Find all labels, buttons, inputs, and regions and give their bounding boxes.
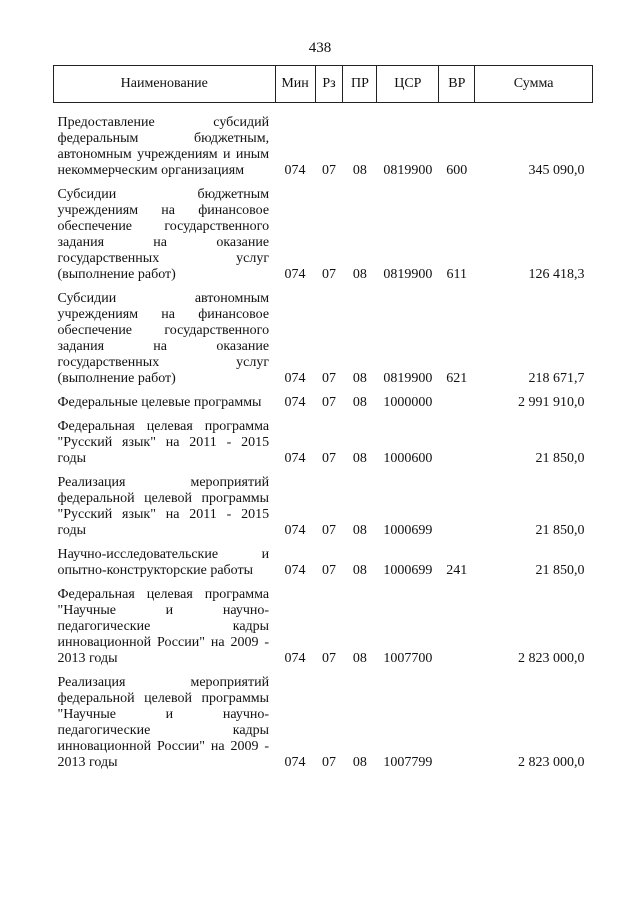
row-csr: 1000699	[383, 523, 433, 538]
row-name: Реализация мероприятий федеральной целевой программы "Научные и научно-педагогические кадры инновационной России" на 2009 - 2013 годы	[57, 675, 270, 770]
row-csr: 0819900	[383, 163, 433, 178]
row-csr: 1000000	[383, 395, 433, 410]
row-name: Федеральная целевая программа "Русский язык" на 2011 - 2015 годы	[57, 419, 270, 466]
row-pr: 08	[352, 651, 367, 666]
row-sum: 21 850,0	[535, 451, 585, 466]
budget-table	[53, 65, 593, 777]
header-pr: ПР	[343, 66, 377, 103]
row-min: 074	[284, 755, 306, 770]
table-row	[54, 473, 593, 545]
row-name: Федеральные целевые программы	[57, 395, 262, 410]
row-csr: 1000699	[383, 563, 433, 578]
row-pr: 08	[352, 523, 367, 538]
row-name: Федеральная целевая программа "Научные и научно-педагогические кадры инновационной России" на 2009 - 2013 годы	[57, 587, 270, 666]
table-row	[54, 585, 593, 673]
table-row	[54, 545, 593, 585]
row-name: Субсидии бюджетным учреждениям на финансовое обеспечение государственного задания на оказание государственных услуг (выполнение работ)	[57, 187, 270, 282]
table-row	[54, 393, 593, 417]
row-vr: 241	[446, 563, 468, 578]
row-pr: 08	[352, 451, 367, 466]
row-min: 074	[284, 371, 306, 386]
row-csr: 0819900	[383, 267, 433, 282]
row-min: 074	[284, 451, 306, 466]
row-min: 074	[284, 163, 306, 178]
header-name: Наименование	[54, 66, 276, 103]
header-csr: ЦСР	[377, 66, 439, 103]
row-name: Субсидии автономным учреждениям на финансовое обеспечение государственного задания на оказание государственных услуг (выполнение работ)	[57, 291, 270, 386]
row-min: 074	[284, 395, 306, 410]
row-sum: 2 991 910,0	[518, 395, 585, 410]
row-min: 074	[284, 651, 306, 666]
header-rz: Рз	[315, 66, 343, 103]
row-vr	[439, 393, 475, 417]
row-sum: 345 090,0	[528, 163, 585, 178]
page-number: 438	[308, 40, 332, 56]
row-pr: 08	[352, 371, 367, 386]
row-sum: 2 823 000,0	[518, 651, 585, 666]
row-sum: 21 850,0	[535, 523, 585, 538]
row-vr: 600	[446, 163, 468, 178]
row-rz: 07	[321, 267, 336, 282]
row-sum: 126 418,3	[528, 267, 585, 282]
row-pr: 08	[352, 163, 367, 178]
row-vr	[439, 673, 475, 777]
row-pr: 08	[352, 267, 367, 282]
row-min: 074	[284, 267, 306, 282]
row-csr: 1007700	[383, 651, 433, 666]
row-name: Реализация мероприятий федеральной целевой программы "Русский язык" на 2011 - 2015 годы	[57, 475, 270, 538]
table-row	[54, 185, 593, 289]
row-rz: 07	[321, 563, 336, 578]
row-min: 074	[284, 523, 306, 538]
table-row	[54, 417, 593, 473]
header-min: Мин	[275, 66, 315, 103]
row-rz: 07	[321, 395, 336, 410]
row-csr: 1000600	[383, 451, 433, 466]
row-pr: 08	[352, 395, 367, 410]
row-name: Предоставление субсидий федеральным бюджетным, автономным учреждениям и иным некоммерческим организациям	[57, 115, 270, 178]
row-rz: 07	[321, 651, 336, 666]
row-vr	[439, 585, 475, 673]
row-sum: 21 850,0	[535, 563, 585, 578]
row-vr: 621	[446, 371, 468, 386]
row-name: Научно-исследовательские и опытно-конструкторские работы	[57, 547, 270, 578]
table-row	[54, 103, 593, 186]
header-sum: Сумма	[475, 66, 593, 103]
row-pr: 08	[352, 755, 367, 770]
row-csr: 1007799	[383, 755, 433, 770]
row-pr: 08	[352, 563, 367, 578]
row-min: 074	[284, 563, 306, 578]
row-sum: 2 823 000,0	[518, 755, 585, 770]
row-vr: 611	[446, 267, 468, 282]
table-row	[54, 673, 593, 777]
row-vr	[439, 417, 475, 473]
table-header	[54, 66, 593, 103]
row-rz: 07	[321, 451, 336, 466]
row-rz: 07	[321, 755, 336, 770]
row-rz: 07	[321, 163, 336, 178]
row-csr: 0819900	[383, 371, 433, 386]
row-vr	[439, 473, 475, 545]
table-row	[54, 289, 593, 393]
header-vr: ВР	[439, 66, 475, 103]
row-rz: 07	[321, 371, 336, 386]
row-sum: 218 671,7	[528, 371, 585, 386]
table-body	[54, 103, 593, 778]
row-rz: 07	[321, 523, 336, 538]
